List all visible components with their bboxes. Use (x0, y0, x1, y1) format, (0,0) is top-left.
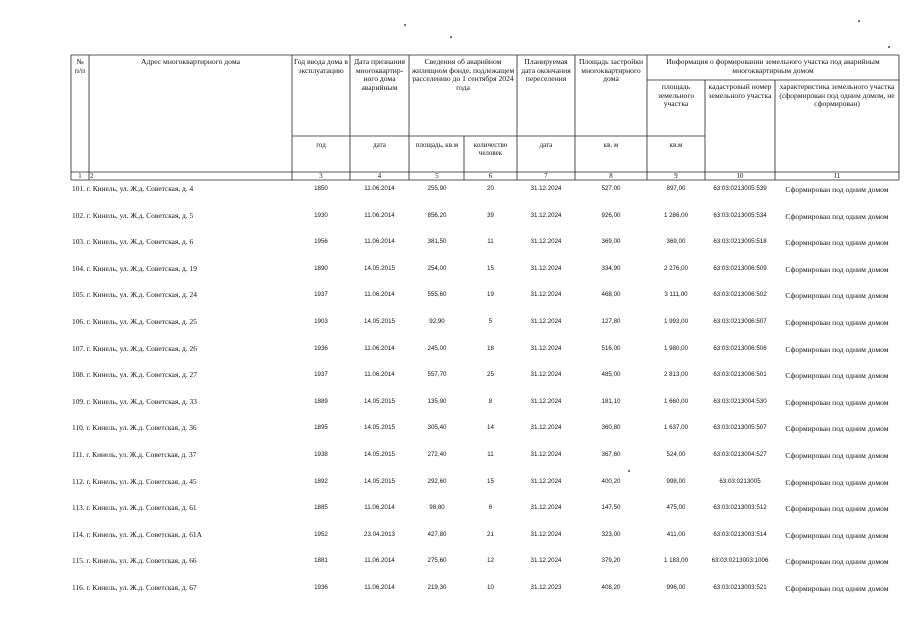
row-date: 11.06.2014 (364, 345, 395, 352)
row-year: 1956 (314, 238, 328, 245)
header-col-planned-date: Планируемая дата окончания переселения (521, 58, 571, 84)
row-address (72, 211, 292, 220)
row-number: 109. (72, 397, 85, 406)
row-number: 113. (72, 503, 85, 512)
row-land: 2 276,00 (663, 265, 689, 272)
row-characteristic: Сформирован под одним домом (785, 265, 889, 274)
row-people: 11 (487, 238, 494, 245)
row-land: 524,00 (666, 451, 686, 458)
row-build: 408,20 (601, 584, 621, 591)
row-build: 323,00 (601, 531, 621, 538)
row-characteristic: Сформирован под одним домом (785, 398, 889, 407)
row-people: 11 (487, 451, 494, 458)
col-number: 3 (319, 173, 323, 180)
scan-speck (888, 46, 890, 48)
col-number: 9 (674, 173, 678, 180)
header-col-recognition-date: Дата признания многоквартир-ного дома аварийным (353, 58, 405, 92)
row-address-text: г. Кинель, ул. Ж.д. Советская, д. 37 (86, 450, 197, 459)
row-cad: 63:03:0213004:527 (713, 451, 767, 458)
row-people: 39 (487, 212, 494, 219)
row-address (72, 477, 292, 486)
row-end: 31.12.2024 (530, 531, 562, 538)
row-area: 219,30 (427, 584, 447, 591)
row-characteristic: Сформирован под одним домом (785, 478, 889, 487)
row-area: 292,60 (427, 478, 447, 485)
row-date: 11.06.2014 (364, 557, 395, 564)
row-address (72, 290, 292, 299)
row-address (72, 556, 292, 565)
row-people: 12 (487, 557, 494, 564)
row-year: 1895 (314, 424, 328, 431)
row-build: 181,10 (601, 398, 621, 405)
row-characteristic: Сформирован под одним домом (785, 212, 889, 221)
row-land: 3 111,00 (664, 291, 688, 298)
header-col-number: № п/п (74, 58, 86, 75)
row-number: 101. (72, 184, 85, 193)
col-number: 1 (78, 173, 82, 180)
scan-speck (450, 36, 452, 38)
col-number: 10 (736, 173, 744, 180)
row-end: 31.12.2024 (530, 557, 562, 564)
row-area: 427,80 (427, 531, 447, 538)
row-people: 8 (488, 398, 493, 405)
row-end: 31.12.2024 (530, 424, 562, 431)
col-number: 7 (544, 173, 548, 180)
row-cad: 63:03:0213006:509 (713, 265, 767, 272)
row-cad: 63:03:0213003:1006 (711, 557, 769, 564)
unit-build-area: кв. м (603, 141, 619, 149)
scan-speck (404, 24, 406, 26)
row-number: 104. (72, 264, 85, 273)
row-characteristic: Сформирован под одним домом (785, 531, 889, 540)
col-number: 11 (833, 173, 841, 180)
row-year: 1903 (314, 318, 328, 325)
row-area: 255,90 (427, 185, 447, 192)
col-number: 6 (488, 173, 493, 180)
row-number: 116. (72, 583, 85, 592)
row-year: 1885 (314, 504, 328, 511)
unit-people: количество человек (473, 141, 508, 157)
row-number: 115. (72, 556, 85, 565)
row-year: 1937 (314, 371, 328, 378)
row-date: 14.05.2015 (364, 478, 395, 485)
row-people: 14 (487, 424, 494, 431)
row-end: 31.12.2024 (530, 212, 562, 219)
row-address (72, 237, 292, 246)
row-area: 272,40 (427, 451, 447, 458)
row-number: 111. (72, 450, 85, 459)
row-end: 31.12.2024 (530, 185, 562, 192)
row-people: 10 (487, 584, 494, 591)
row-address-text: г. Кинель, ул. Ж.д. Советская, д. 67 (86, 583, 197, 592)
unit-end-date: дата (539, 141, 553, 149)
row-area: 305,40 (427, 424, 447, 431)
row-address-text: г. Кинель, ул. Ж.д. Советская, д. 4 (86, 184, 194, 193)
row-land: 998,00 (666, 478, 686, 485)
row-people: 25 (487, 371, 494, 378)
row-build: 369,00 (601, 238, 621, 245)
row-year: 1938 (314, 451, 328, 458)
row-address-text: г. Кинель, ул. Ж.д. Советская, д. 6 (86, 237, 194, 246)
row-area: 92,90 (429, 318, 445, 325)
row-cad: 63:03:0213005:534 (713, 212, 767, 219)
row-address (72, 583, 292, 592)
row-land: 369,00 (666, 238, 686, 245)
row-cad: 63:03:0213005:507 (713, 424, 767, 431)
row-characteristic: Сформирован под одним домом (785, 584, 889, 593)
row-date: 14.05.2015 (364, 265, 395, 272)
row-date: 11.06.2014 (364, 291, 395, 298)
row-end: 31.12.2024 (530, 238, 562, 245)
row-cad: 63:03:0213006:506 (713, 345, 767, 352)
row-people: 5 (488, 318, 493, 325)
unit-date: дата (373, 141, 386, 149)
row-address-text: г. Кинель, ул. Ж.д. Советская, д. 26 (86, 344, 197, 353)
row-people: 18 (487, 345, 494, 352)
row-cad: 63:03:0213005:518 (713, 238, 767, 245)
row-number: 114. (72, 530, 85, 539)
row-date: 23.04.2013 (364, 531, 395, 538)
row-cad: 63:03:0213003:514 (713, 531, 767, 538)
col-number: 8 (609, 173, 613, 180)
row-end: 31.12.2023 (530, 584, 562, 591)
row-end: 31.12.2024 (530, 451, 562, 458)
row-cad: 63:03:0213003:512 (713, 504, 767, 511)
row-characteristic: Сформирован под одним домом (785, 238, 889, 247)
row-year: 1850 (314, 185, 328, 192)
row-build: 147,50 (601, 504, 621, 511)
row-land: 996,00 (666, 584, 686, 591)
row-build: 527,00 (601, 185, 621, 192)
col-number: 5 (435, 173, 439, 180)
row-address (72, 397, 292, 406)
row-characteristic: Сформирован под одним домом (785, 345, 889, 354)
row-build: 485,00 (601, 371, 621, 378)
row-year: 1937 (314, 291, 328, 298)
row-address-text: г. Кинель, ул. Ж.д. Советская, д. 33 (86, 397, 197, 406)
row-end: 31.12.2024 (530, 478, 562, 485)
row-area: 275,60 (427, 557, 447, 564)
row-date: 11.06.2014 (364, 238, 395, 245)
row-build: 379,20 (601, 557, 621, 564)
scan-speck (628, 470, 630, 472)
row-area: 245,00 (427, 345, 447, 352)
row-area: 135,90 (427, 398, 447, 405)
scan-speck (858, 20, 860, 22)
row-people: 21 (487, 531, 494, 538)
row-number: 106. (72, 317, 85, 326)
row-build: 360,80 (601, 424, 621, 431)
row-land: 2 813,00 (663, 371, 689, 378)
row-year: 1890 (314, 265, 328, 272)
row-build: 516,00 (601, 345, 621, 352)
row-number: 108. (72, 370, 85, 379)
row-build: 127,80 (601, 318, 621, 325)
row-address-text: г. Кинель, ул. Ж.д. Советская, д. 25 (86, 317, 197, 326)
header-col-building-area: Площадь застройки многоквартирного дома (578, 58, 644, 84)
col-number: 4 (377, 173, 382, 180)
row-land: 897,00 (666, 185, 686, 192)
row-address-text: г. Кинель, ул. Ж.д. Советская, д. 19 (86, 264, 197, 273)
row-date: 11.06.2014 (364, 212, 395, 219)
row-area: 555,60 (427, 291, 447, 298)
row-area: 856,20 (427, 212, 447, 219)
row-year: 1936 (314, 345, 328, 352)
row-people: 15 (487, 265, 494, 272)
header-col-address: Адрес многоквартирного дома (141, 58, 240, 66)
row-land: 1 980,00 (663, 345, 689, 352)
row-date: 11.06.2014 (364, 584, 395, 591)
row-address (72, 370, 292, 379)
row-number: 107. (72, 344, 85, 353)
row-land: 1 637,00 (663, 424, 689, 431)
row-land: 411,00 (666, 531, 686, 538)
row-end: 31.12.2024 (530, 398, 562, 405)
row-build: 926,00 (601, 212, 621, 219)
row-characteristic: Сформирован под одним домом (785, 371, 889, 380)
row-end: 31.12.2024 (530, 504, 562, 511)
unit-area: площадь, кв.м (415, 141, 459, 149)
row-date: 14.05.2015 (364, 318, 395, 325)
row-number: 105. (72, 290, 85, 299)
row-address (72, 423, 292, 432)
row-end: 31.12.2024 (530, 345, 562, 352)
row-year: 1930 (314, 212, 328, 219)
header-col-land-info: Информация о формировании земельного участка под аварийным многоквартирным домом (666, 58, 880, 75)
row-number: 112. (72, 477, 85, 486)
row-address (72, 184, 292, 193)
row-date: 14.05.2015 (364, 398, 395, 405)
header-col-year: Год ввода дома в эксплуатацию (293, 58, 348, 75)
row-cad: 63:03:0213005:539 (713, 185, 767, 192)
header-col-emergency-fund: Сведения об аварийном жилищном фонде, подлежащем расселению до 1 сентября 2024 года (411, 58, 515, 92)
row-address-text: г. Кинель, ул. Ж.д. Советская, д. 45 (86, 477, 197, 486)
row-people: 19 (487, 291, 494, 298)
row-cad: 63:03:0213005 (719, 478, 761, 485)
row-number: 103. (72, 237, 85, 246)
row-year: 1936 (314, 584, 328, 591)
row-address-text: г. Кинель, ул. Ж.д. Советская, д. 27 (86, 370, 197, 379)
row-address-text: г. Кинель, ул. Ж.д. Советская, д. 36 (86, 423, 197, 432)
col-number: 2 (90, 173, 94, 180)
row-year: 1952 (314, 531, 328, 538)
row-date: 11.06.2014 (364, 371, 395, 378)
header-col-cadastral: кадастровый номер земельного участка (708, 83, 772, 100)
row-land: 1 993,00 (663, 318, 689, 325)
row-address (72, 503, 292, 512)
row-date: 14.05.2015 (364, 451, 395, 458)
row-end: 31.12.2024 (530, 265, 562, 272)
row-build: 468,00 (601, 291, 621, 298)
unit-land-area: кв.м (669, 141, 683, 149)
row-address (72, 317, 292, 326)
row-land: 1 660,00 (663, 398, 689, 405)
row-build: 400,20 (601, 478, 621, 485)
row-build: 367,60 (601, 451, 621, 458)
row-characteristic: Сформирован под одним домом (785, 504, 889, 513)
row-people: 15 (487, 478, 494, 485)
row-cad: 63:03:0213006:507 (713, 318, 767, 325)
row-address (72, 530, 292, 539)
row-area: 254,00 (427, 265, 447, 272)
row-characteristic: Сформирован под одним домом (785, 291, 889, 300)
row-address-text: г. Кинель, ул. Ж.д. Советская, д. 5 (86, 211, 194, 220)
row-year: 1892 (314, 478, 328, 485)
row-end: 31.12.2024 (530, 318, 562, 325)
row-year: 1881 (314, 557, 328, 564)
row-year: 1889 (314, 398, 328, 405)
row-cad: 63:03:0213003:521 (713, 584, 767, 591)
row-characteristic: Сформирован под одним домом (785, 451, 889, 460)
header-col-land-area: площадь земельного участка (657, 83, 695, 109)
row-characteristic: Сформирован под одним домом (785, 318, 889, 327)
row-date: 14.05.2015 (364, 424, 395, 431)
row-characteristic: Сформирован под одним домом (785, 557, 889, 566)
unit-year: год (316, 141, 326, 149)
row-area: 381,50 (427, 238, 447, 245)
row-date: 11.06.2014 (364, 504, 395, 511)
row-characteristic: Сформирован под одним домом (785, 424, 889, 433)
row-characteristic: Сформирован под одним домом (785, 185, 889, 194)
row-number: 102. (72, 211, 85, 220)
row-land: 1 286,00 (663, 212, 689, 219)
row-end: 31.12.2024 (530, 291, 562, 298)
row-address (72, 264, 292, 273)
row-cad: 63:03:0213006:502 (713, 291, 767, 298)
row-area: 98,80 (429, 504, 445, 511)
header-col-characteristic: характеристика земельного участка (сформирован под одним домом, не сформирован) (779, 83, 895, 109)
row-number: 110. (72, 423, 85, 432)
row-land: 475,00 (666, 504, 686, 511)
row-address-text: г. Кинель, ул. Ж.д. Советская, д. 61 (86, 503, 197, 512)
row-people: 6 (488, 504, 493, 511)
row-area: 557,70 (427, 371, 447, 378)
row-build: 334,90 (601, 265, 621, 272)
row-address (72, 344, 292, 353)
row-date: 11.06.2014 (364, 185, 395, 192)
row-address-text: г. Кинель, ул. Ж.д. Советская, д. 61А (86, 530, 202, 539)
row-land: 1 183,00 (663, 557, 689, 564)
row-address (72, 450, 292, 459)
row-people: 20 (487, 185, 494, 192)
row-address-text: г. Кинель, ул. Ж.д. Советская, д. 24 (86, 290, 197, 299)
row-end: 31.12.2024 (530, 371, 562, 378)
row-cad: 63:03:0213004:530 (713, 398, 767, 405)
row-cad: 63:03:0213006:501 (713, 371, 767, 378)
row-address-text: г. Кинель, ул. Ж.д. Советская, д. 66 (86, 556, 197, 565)
